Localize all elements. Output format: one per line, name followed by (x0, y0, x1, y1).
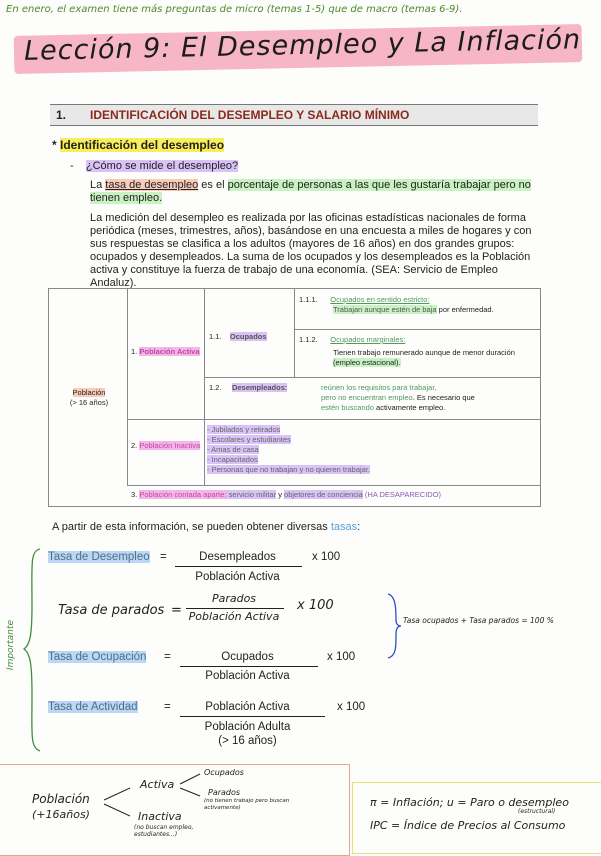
formula-mult: x 100 (327, 651, 356, 663)
fraction-bar (180, 716, 325, 717)
formula-name: Tasa de Desempleo (48, 551, 150, 563)
rates-intro-a: A partir de esta información, se pueden obtener diversas (52, 521, 331, 533)
col-line-3 (294, 289, 295, 377)
bullet-heading (52, 138, 224, 152)
row-line-d (127, 485, 540, 486)
lesson-title: Lección 9: El Desempleo y La Inflación (23, 24, 582, 67)
root-sub: (> 16 años) (69, 398, 109, 407)
section-header (50, 104, 538, 126)
formula-num: Población Activa (205, 701, 290, 713)
unemployed-desc-3: . Es necesario que (412, 393, 475, 402)
col-line-2 (204, 289, 205, 485)
strict-employed-cell (299, 295, 537, 315)
exam-note: En enero, el examen tiene más preguntas de micro (temas 1-5) que de macro (temas 6-9). (6, 4, 463, 15)
sum-note: Tasa ocupados + Tasa parados = 100 % (403, 616, 554, 625)
marginal-employed-cell (299, 335, 537, 368)
def-term: tasa de desempleo (105, 179, 199, 191)
def-prefix: La (90, 179, 106, 191)
separate-num: 3. (131, 490, 138, 499)
inflation-line: π = Inflación; u = Paro o desempleo (370, 796, 569, 809)
equals-icon: = (164, 701, 171, 713)
strict-num: 1.1.1. (299, 295, 318, 304)
formula-name: Tasa de Actividad (48, 701, 138, 713)
section-title: IDENTIFICACIÓN DEL DESEMPLEO Y SALARIO MÍNIMO (90, 108, 410, 122)
tree-inactiva: Inactiva (138, 810, 182, 823)
formula-activity (48, 701, 138, 713)
strict-desc-b: por enfermedad. (436, 305, 494, 314)
unemployed-desc-1: reúnen los requisitos para trabajar, (321, 383, 437, 392)
inactive-item: - Incapacitados (207, 455, 258, 464)
tree-poblacion-sub: (+16años) (32, 808, 90, 821)
formula-unemployment (48, 551, 150, 563)
separate-label: Población contada aparte: (139, 490, 227, 499)
separate-e: (HA DESAPARECIDO) (362, 490, 442, 499)
formula-den-sub: (> 16 años) (218, 735, 277, 747)
marginal-title: Ocupados marginales: (330, 335, 406, 344)
inactive-label: Población Inactiva (139, 441, 201, 450)
bullet-icon: * (52, 138, 61, 152)
tree-parados-note: (no tienen trabajo pero buscan activamente) (204, 798, 290, 811)
formula-name: Tasa de parados (58, 603, 165, 618)
rates-intro-c: : (357, 521, 361, 533)
tree-ocupados: Ocupados (204, 768, 244, 777)
inactive-item: - Escolares y estudiantes (207, 435, 291, 444)
active-num: 1. (131, 347, 138, 356)
unemployed-desc-5: activamente empleo. (373, 403, 446, 412)
unemployed-desc (321, 383, 535, 413)
sum-brace (384, 590, 404, 662)
important-label: Importante (6, 619, 17, 671)
marginal-desc-b: (empleo estacional). (333, 358, 401, 367)
unemployed-num: 1.2. (209, 383, 222, 392)
measurement-paragraph: La medición del desempleo es realizada por las oficinas estadísticas nacionales de forma periódica (meses, trimestres, años), basándose en una encuesta a miles de hogares y con sus respuestas se clasifica a los adultos (mayores de 16 años) en dos grandes grupos: ocupados y desempleados. La suma de los ocupados y los desempleados es la Población activa y constituye la fuerza de trabajo de una economía. (SEA: Servicio de Empleo Andaluz). (90, 212, 532, 289)
inactive-item: - Personas que no trabajan y no quieren trabajar. (207, 465, 371, 474)
row-line-c (127, 419, 540, 420)
formula-mult: x 100 (312, 551, 341, 563)
section-number: 1. (56, 108, 67, 122)
unemployed-desc-4: estén buscando (321, 403, 374, 412)
question-text: ¿Cómo se mide el desempleo? (85, 160, 239, 172)
unemployed-desc-2: pero no encuentran empleo (321, 393, 413, 402)
row-line-a (294, 329, 540, 330)
fraction-bar (180, 666, 318, 667)
tree-inactiva-note: (no buscan empleo, estudiantes...) (134, 824, 194, 838)
formula-num: Desempleados (199, 551, 276, 563)
formula-mult: x 100 (337, 701, 366, 713)
separate-d: objetores de conciencia (284, 490, 363, 499)
inactive-list (207, 425, 537, 475)
formula-den: Población Activa (195, 571, 280, 583)
definition (90, 179, 542, 205)
inactive-item: - Jubilados y retirados (207, 425, 281, 434)
formula-unemployed-rate (58, 603, 164, 618)
formula-mult: x 100 (297, 598, 334, 613)
employed-cell (209, 332, 294, 342)
root-label: Población (72, 388, 106, 397)
bullet-title: Identificación del desempleo (60, 138, 225, 152)
inflation-sub: (estructural) (518, 808, 556, 815)
dash-icon: - (70, 160, 86, 172)
question-line (70, 160, 238, 173)
equals-icon: = (171, 603, 182, 618)
separate-c: y (276, 490, 285, 499)
formula-name: Tasa de Ocupación (48, 651, 147, 663)
ipc-line: IPC = Índice de Precios al Consumo (370, 819, 566, 832)
formula-employment (48, 651, 146, 663)
root-cell (67, 388, 111, 408)
def-mid: es el (198, 179, 228, 191)
active-cell (131, 347, 201, 357)
strict-desc-a: Trabajan aunque estén de baja (333, 305, 437, 314)
population-table (48, 288, 541, 507)
strict-title: Ocupados en sentido estricto: (330, 295, 430, 304)
employed-label: Ocupados (229, 332, 267, 341)
col-line-1 (127, 289, 128, 485)
row-line-b (204, 377, 540, 378)
inactive-item: - Amas de casa (207, 445, 259, 454)
equals-icon: = (164, 651, 171, 663)
active-label: Población Activa (139, 347, 200, 356)
formula-num: Parados (211, 592, 257, 605)
rates-intro (52, 521, 360, 533)
inactive-num: 2. (131, 441, 138, 450)
separate-cell (131, 490, 536, 500)
employed-num: 1.1. (209, 332, 222, 341)
def-body: porcentaje de personas a las que les gustaría trabajar pero no tienen empleo. (90, 179, 531, 204)
formula-den: Población Activa (205, 670, 290, 682)
separate-b: servicio militar (226, 490, 277, 499)
formula-den: Población Activa (188, 610, 280, 623)
rates-intro-b: tasas (330, 521, 358, 533)
important-brace (20, 545, 44, 755)
equals-icon: = (160, 551, 167, 563)
tree-parados: Parados (208, 788, 241, 797)
inflation-box (352, 782, 601, 854)
inactive-cell (131, 441, 201, 451)
formula-den: Población Adulta (204, 721, 291, 733)
unemployed-label: Desempleados: (231, 383, 288, 392)
fraction-bar (175, 566, 302, 567)
tree-activa: Activa (140, 778, 175, 791)
formula-num: Ocupados (221, 651, 274, 663)
fraction-bar (186, 608, 284, 609)
tree-poblacion: Población (32, 792, 90, 806)
marginal-num: 1.1.2. (299, 335, 318, 344)
marginal-desc-a: Tienen trabajo remunerado aunque de menor duración (333, 348, 515, 357)
